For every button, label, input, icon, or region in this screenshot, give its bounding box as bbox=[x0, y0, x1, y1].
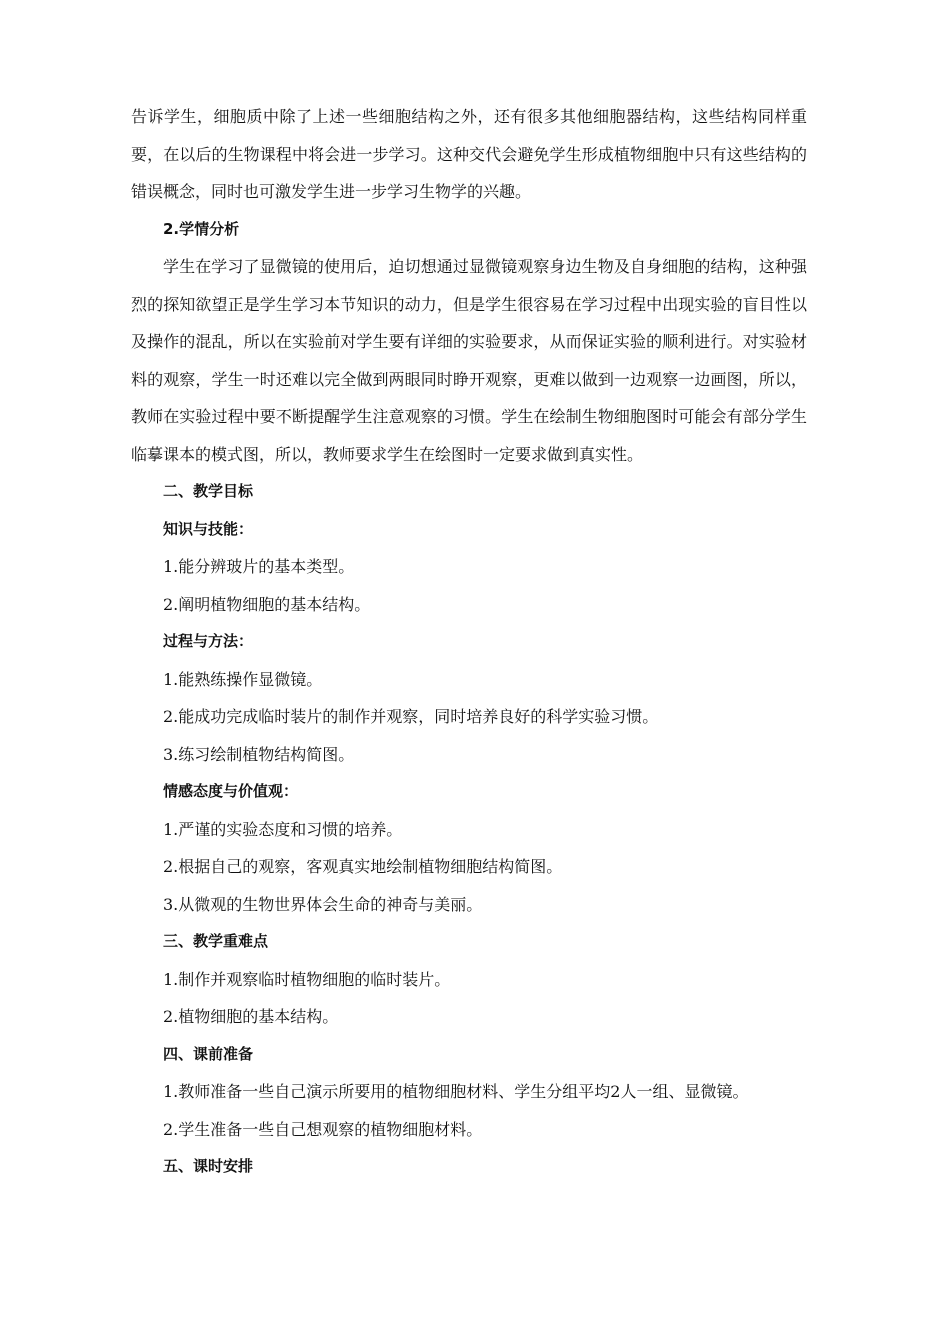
paragraph-student-analysis: 学生在学习了显微镜的使用后，迫切想通过显微镜观察身边生物及自身细胞的结构，这种强烈的探知欲望正是学生学习本节知识的动力，但是学生很容易在学习过程中出现实验的盲目性以及操作的混乱，所以在实验前对学生要有详细的实验要求，从而保证实验的顺利进行。对实验材料的观察，学生一时还难以完全做到两眼同时睁开观察，更难以做到一边观察一边画图，所以，教师在实验过程中要不断提醒学生注意观察的习惯。学生在绘制生物细胞图时可能会有部分学生临摹课本的模式图，所以，教师要求学生在绘图时一定要求做到真实性。 bbox=[131, 257, 807, 464]
heading-preparation: 四、课前准备 bbox=[163, 1044, 254, 1063]
list-item-emotion: 2.根据自己的观察，客观真实地绘制植物细胞结构简图。 bbox=[163, 857, 563, 876]
heading-student-analysis: 2.学情分析 bbox=[163, 219, 240, 238]
list-item-emotion: 1.严谨的实验态度和习惯的培养。 bbox=[163, 819, 403, 839]
heading-teaching-goals: 二、教学目标 bbox=[163, 482, 254, 500]
list-item-knowledge: 2.阐明植物细胞的基本结构。 bbox=[163, 594, 371, 614]
document-body bbox=[131, 98, 807, 1186]
list-item-emotion: 3.从微观的生物世界体会生命的神奇与美丽。 bbox=[163, 894, 483, 914]
list-item-preparation: 2.学生准备一些自己想观察的植物细胞材料。 bbox=[163, 1119, 483, 1139]
subheading-process-methods: 过程与方法： bbox=[163, 632, 254, 650]
heading-schedule: 五、课时安排 bbox=[163, 1157, 254, 1175]
list-item-key-point: 2.植物细胞的基本结构。 bbox=[163, 1007, 339, 1026]
list-item-key-point: 1.制作并观察临时植物细胞的临时装片。 bbox=[163, 969, 451, 989]
paragraph-intro: 告诉学生，细胞质中除了上述一些细胞结构之外，还有很多其他细胞器结构，这些结构同样重要，在以后的生物课程中将会进一步学习。这种交代会避免学生形成植物细胞中只有这些结构的错误概念，同时也可激发学生进一步学习生物学的兴趣。 bbox=[131, 107, 807, 201]
subheading-knowledge-skills: 知识与技能： bbox=[163, 519, 254, 538]
list-item-process: 1.能熟练操作显微镜。 bbox=[163, 669, 323, 689]
list-item-knowledge: 1.能分辨玻片的基本类型。 bbox=[163, 557, 355, 576]
heading-key-points: 三、教学重难点 bbox=[163, 932, 269, 950]
list-item-preparation: 1.教师准备一些自己演示所要用的植物细胞材料、学生分组平均2人一组、显微镜。 bbox=[163, 1082, 749, 1101]
list-item-process: 3.练习绘制植物结构简图。 bbox=[163, 744, 355, 764]
subheading-emotion-values: 情感态度与价值观： bbox=[163, 782, 299, 800]
list-item-process: 2.能成功完成临时装片的制作并观察，同时培养良好的科学实验习惯。 bbox=[163, 707, 659, 726]
